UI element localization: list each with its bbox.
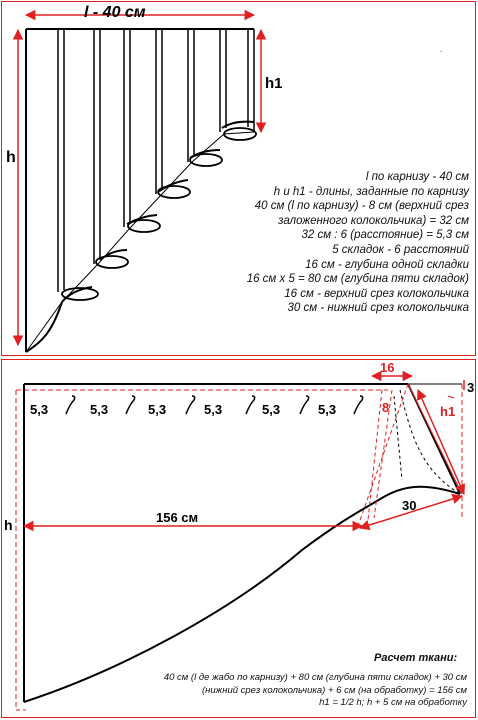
calc-lines xyxy=(127,672,467,710)
dim-8-label: 8 xyxy=(382,400,390,415)
spacing-label: 5,3 xyxy=(318,402,337,417)
height-label: h xyxy=(6,149,16,166)
dim-16-label: 16 xyxy=(380,360,395,375)
spacing-label: 5,3 xyxy=(30,402,49,417)
fabric-pattern-panel xyxy=(1,359,476,718)
dot-mark: . xyxy=(440,45,443,54)
calc-line: 40 см (l де жабо по карнизу) + 80 см (глубина пяти складок) + 30 см xyxy=(163,672,467,683)
calc-line: (нижний срез колокольчика) + 6 см (на обработку) = 156 см xyxy=(202,684,467,696)
note-line: 32 см : 6 (расстояние) = 5,3 см xyxy=(301,229,469,242)
tick xyxy=(448,396,454,398)
note-line: 30 см - нижний срез колокольчика xyxy=(287,302,469,315)
note-line: 40 см (l по карнизу) - 8 см (верхний срез xyxy=(254,200,469,213)
note-line: l по карнизу - 40 см xyxy=(365,171,469,183)
spacing-label: 5,3 xyxy=(204,402,223,417)
calc-line: h1 = 1/2 h; h + 5 см на обработку xyxy=(319,697,467,708)
note-line: 16 см - верхний срез колокольчика xyxy=(284,287,469,300)
curtain-front-view-panel xyxy=(1,1,476,356)
width-label: l - 40 см xyxy=(84,4,146,21)
calc-title: Расчет ткани: xyxy=(374,652,458,664)
spacing-label: 5,3 xyxy=(262,402,281,417)
dim-156-label: 156 см xyxy=(156,510,199,525)
dim-3-label: 3 xyxy=(467,380,475,395)
spacing-label: 5,3 xyxy=(90,402,109,417)
fold-spacing-labels xyxy=(30,402,336,417)
note-line: 16 см - глубина одной складки xyxy=(305,258,469,271)
note-line: h и h1 - длины, заданные по карнизу xyxy=(273,185,469,198)
note-line: 5 складок - 6 расстояний xyxy=(332,243,469,256)
h1-label: h1 xyxy=(265,75,283,92)
fabric-pattern-drawing xyxy=(2,360,477,719)
note-line: заложенного колокольчика) = 32 см xyxy=(278,214,469,227)
dim-h1-label: h1 xyxy=(440,404,456,419)
notes-list xyxy=(199,170,469,316)
dim-30-label: 30 xyxy=(402,498,417,513)
spacing-label: 5,3 xyxy=(148,402,167,417)
note-line: 16 см х 5 = 80 см (глубина пяти складок) xyxy=(246,273,469,286)
dim-h-label: h xyxy=(4,517,13,533)
allowance-outline xyxy=(16,390,388,710)
